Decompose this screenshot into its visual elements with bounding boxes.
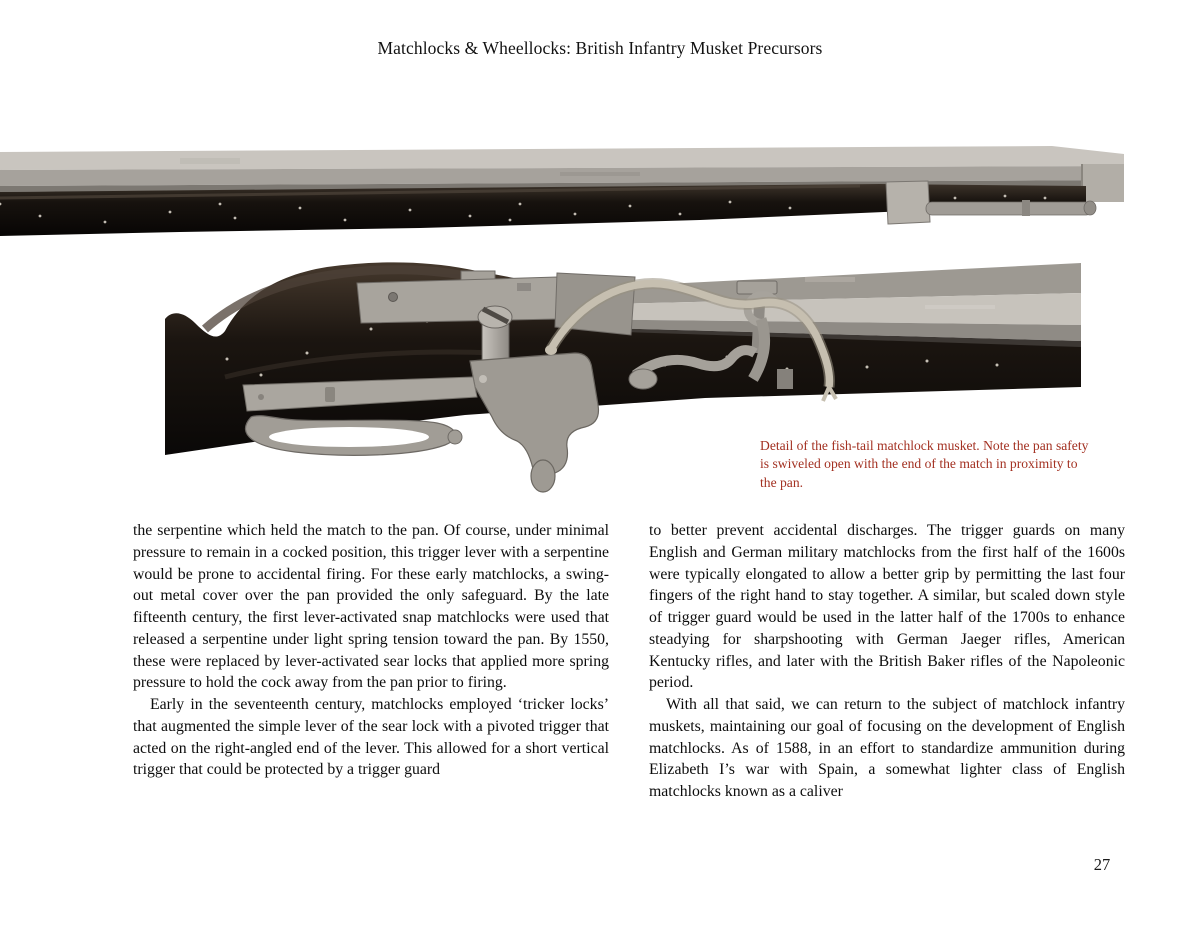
figure-caption: Detail of the fish-tail matchlock musket. Note the pan safety is swiveled open with the end of the match in proximity to the pan. [760, 438, 1089, 490]
body-text [133, 520, 1125, 803]
left-column [133, 520, 609, 803]
barrel-band [886, 181, 930, 224]
ramrod [926, 200, 1096, 216]
page-title: Matchlocks & Wheellocks: British Infantry Musket Precursors [377, 38, 823, 58]
trigger-guard [245, 416, 462, 456]
muzzle [1082, 164, 1124, 202]
paragraph: the serpentine which held the match to the pan. Of course, under minimal pressure to remain in a cocked position, this trigger lever with a serpentine would be prone to accidental firing. For these early matchlocks, a swing-out metal cover over the pan provided the only safeguard. By the late fifteenth century, the first lever-activated snap matchlocks were used that released a serpentine under light spring tension toward the pan. By 1550, these were replaced by lever-activated sear locks that applied more spring pressure to hold the cock away from the pan prior to firing. [133, 522, 609, 692]
paragraph: to better prevent accidental discharges. The trigger guards on many English and German military matchlocks from the first half of the 1600s were typically elongated to allow a better grip by permitting the last four fingers of the right hand to stay together. A similar, but scaled down style of trigger guard would be used in the latter half of the 1700s to enhance steadying for sharpshooting with German Jaeger rifles, American Kentucky rifles, and later with the British Baker rifles of the Napoleonic period. [649, 522, 1125, 692]
paragraph: With all that said, we can return to the subject of matchlock infantry muskets, maintaining our goal of focusing on the development of English matchlocks. As of 1588, in an effort to standardize ammunition during Elizabeth I’s war with Spain, a somewhat lighter class of English matchlocks known as a caliver [649, 696, 1125, 800]
full-musket-illustration [0, 146, 1124, 238]
serpentine [470, 353, 598, 492]
page-number: 27 [1093, 855, 1111, 874]
paragraph: Early in the seventeenth century, matchlocks employed ‘tricker locks’ that augmented the simple lever of the sear lock with a pivoted trigger that acted on the right-angled end of the lever. This allowed for a short vertical trigger that could be protected by a trigger guard [133, 696, 609, 779]
right-column [649, 520, 1125, 803]
full-musket-photo [0, 146, 1124, 238]
